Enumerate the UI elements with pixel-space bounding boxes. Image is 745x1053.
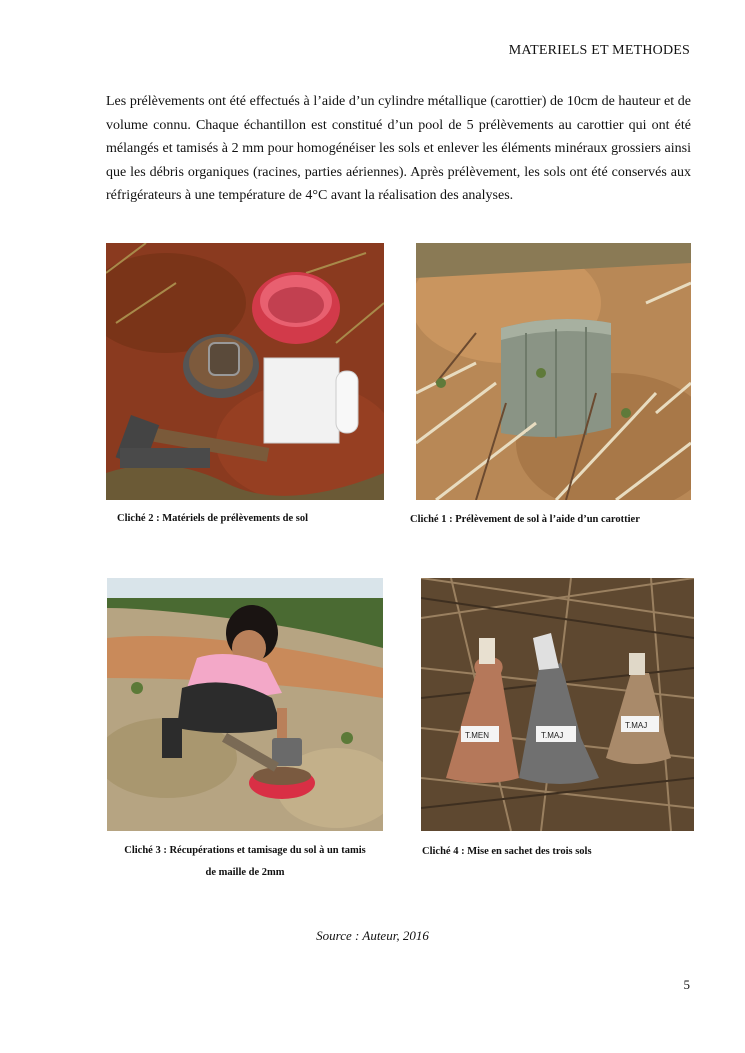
bag-label-1: T.MEN xyxy=(465,731,489,740)
caption-cliche-3-line-2: de maille de 2mm xyxy=(205,867,285,878)
caption-cliche-2: Cliché 2 : Matériels de prélèvements de sol xyxy=(117,513,308,524)
photo-cliche-3 xyxy=(107,578,383,831)
page-number: 5 xyxy=(683,977,690,992)
running-header: MATERIELS ET METHODES xyxy=(508,43,690,58)
caption-cliche-3 xyxy=(95,840,395,884)
photo-cliche-2 xyxy=(106,243,384,500)
bag-label-2: T.MAJ xyxy=(541,731,564,740)
photo-cliche-1 xyxy=(416,243,691,500)
caption-cliche-1: Cliché 1 : Prélèvement de sol à l’aide d’un carottier xyxy=(410,514,640,525)
source-note: Source : Auteur, 2016 xyxy=(316,928,429,943)
caption-cliche-4: Cliché 4 : Mise en sachet des trois sols xyxy=(422,846,592,857)
photo-cliche-4 xyxy=(421,578,694,831)
body-paragraph: Les prélèvements ont été effectués à l’aide d’un cylindre métallique (carottier) de 10cm de hauteur et de volume connu. Chaque échantillon est constitué d’un pool de 5 prélèvements au carottier qui ont été mélangés et tamisés à 2 mm pour homogénéiser les sols et enlever les éléments minéraux grossiers ainsi que les débris organiques (racines, parties aériennes). Après prélèvement, les sols ont été conservés aux réfrigérateurs à une température de 4°C avant la réalisation des analyses. xyxy=(106,94,691,203)
bag-label-3: T.MAJ xyxy=(625,721,648,730)
caption-cliche-3-line-1: Cliché 3 : Récupérations et tamisage du sol à un tamis xyxy=(124,845,366,856)
